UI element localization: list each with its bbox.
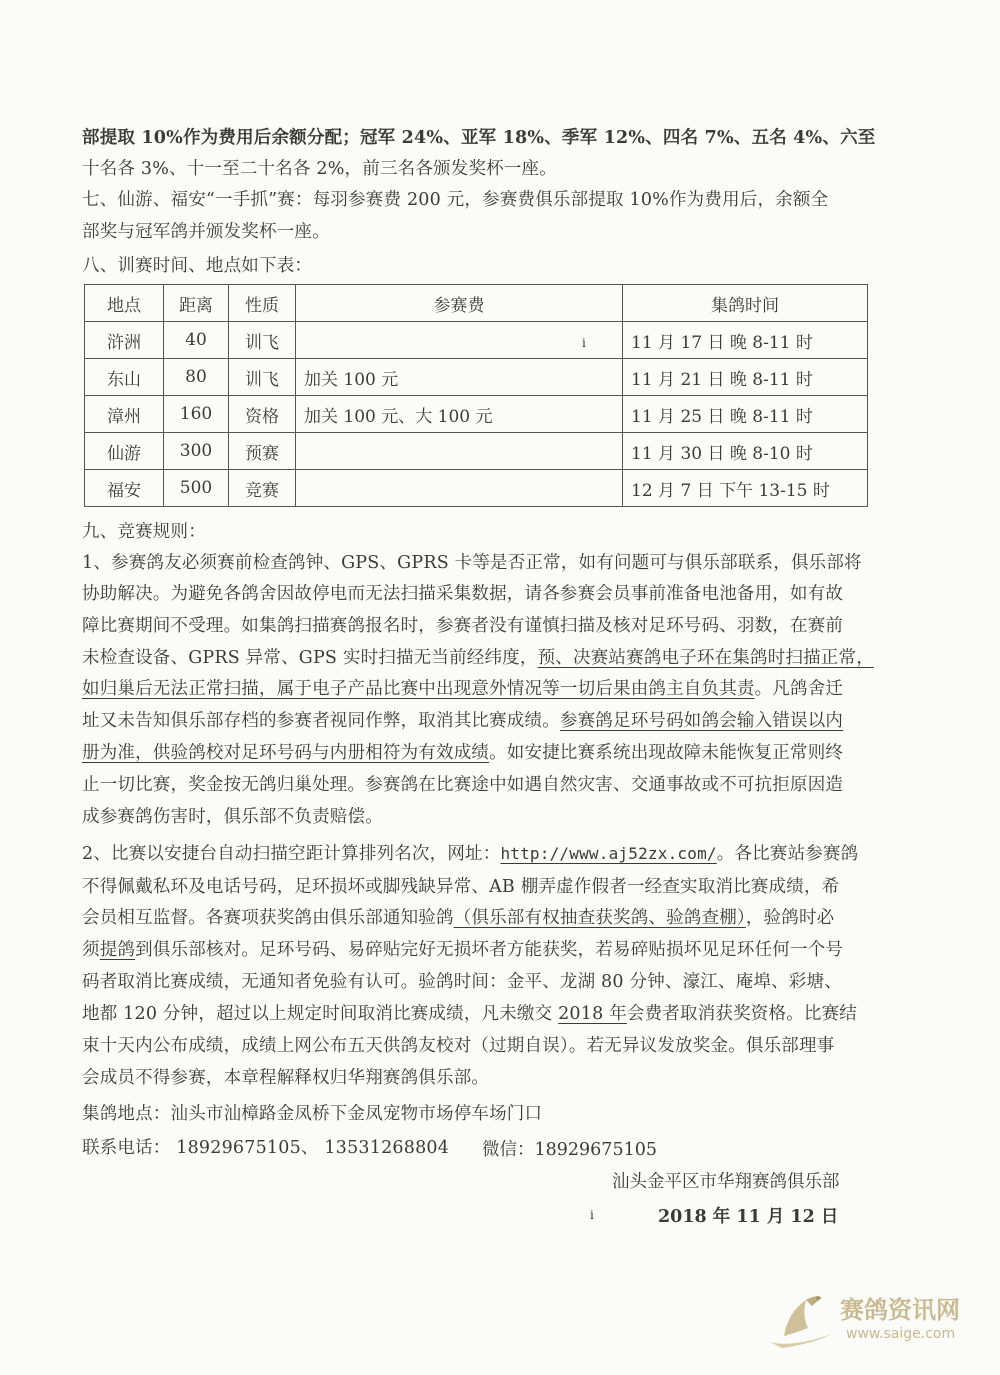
cell-time: 11 月 17 日 晚 8-11 时	[623, 322, 868, 359]
header-collection-time: 集鸽时间	[623, 285, 868, 322]
rule-1-line-1: 1、参赛鸽友必须赛前检查鸽钟、GPS、GPRS 卡等是否正常，如有问题可与俱乐部联系，俱乐部将	[82, 553, 862, 573]
rule-2-line-3-text: 会员相互监督。各赛项获奖鸽由俱乐部通知验鸽	[82, 908, 454, 928]
cell-location: 浒洲	[85, 322, 164, 359]
rule-2-line-4	[82, 938, 843, 962]
rule-1-line-7-underlined: 册为准，供验鸽校对足环号码与内册相符为有效成绩	[82, 743, 490, 763]
cell-distance: 160	[164, 396, 229, 433]
rule-2-line-8: 会成员不得参赛，本章程解释权归华翔赛鸽俱乐部。	[82, 1068, 490, 1088]
rule-1-line-7-text: 。如安捷比赛系统出现故障未能恢复正常则终	[489, 743, 844, 763]
contact-phones: 联系电话： 18929675105、 13531268804	[82, 1138, 450, 1158]
scan-speck: ⅰ	[582, 336, 586, 350]
table-row	[85, 322, 868, 359]
header-fee: 参赛费	[296, 285, 623, 322]
rule-2-line-1-tail: 。各比赛站参赛鸽	[716, 844, 859, 864]
collection-address: 集鸽地点：汕头市汕樟路金凤桥下金凤宠物市场停车场门口	[82, 1104, 543, 1124]
header-type: 性质	[229, 285, 296, 322]
rule-1-line-3: 障比赛期间不受理。如集鸽扫描赛鸽报名时，参赛者没有谨慎扫描及核对足环号码、羽数，在赛前	[82, 616, 844, 636]
scan-speck: ⅰ	[590, 1208, 594, 1222]
rule-2-line-5: 码者取消比赛成绩，无通知者免验有认可。验鸽时间：金平、龙湖 80 分钟、濠江、庵埠、彩塘、	[82, 972, 842, 992]
cell-fee	[296, 433, 623, 470]
rule-1-line-4-underlined: 预、决赛站赛鸽电子环在集鸽时扫描正常，	[537, 648, 874, 668]
prize-distribution-line-1: 部提取 10%作为费用后余额分配；冠军 24%、亚军 18%、季军 12%、四名 7%、五名 4%、六至	[82, 128, 876, 148]
rule-2-line-6-text: 地都 120 分钟，超过以上规定时间取消比赛成绩，凡未缴交	[82, 1004, 559, 1024]
rule-1-line-6	[82, 709, 843, 733]
rule-1-line-8: 止一切比赛，奖金按无鸽归巢处理。参赛鸽在比赛途中如遇自然灾害、交通事故或不可抗拒原因造	[82, 775, 844, 795]
website-link[interactable]: http://www.aj52zx.com/	[500, 844, 717, 863]
schedule-table	[84, 284, 868, 507]
cell-location: 漳州	[85, 396, 164, 433]
rule-1-line-5-underlined: 如归巢后无法正常扫描，属于电子产品比赛中出现意外情况等一切后果由鸽主自负其责	[82, 679, 755, 699]
cell-type: 训飞	[229, 359, 296, 396]
rule-2-line-6	[82, 1002, 857, 1026]
rule-1-line-2: 协助解决。为避免各鸽舍因故停电而无法扫描采集数据，请各参赛会员事前准备电池备用，如有故	[82, 584, 844, 604]
cell-type: 训飞	[229, 322, 296, 359]
cell-location: 仙游	[85, 433, 164, 470]
rule-2-line-6-tail: 会费者取消获奖资格。比赛结	[626, 1004, 858, 1024]
rule-1-line-5-text: 。凡鸽舍迁	[754, 679, 844, 699]
table-row	[85, 433, 868, 470]
section-7-line-1: 七、仙游、福安“一手抓”赛：每羽参赛费 200 元，参赛费俱乐部提取 10%作为费用后，余额全	[82, 190, 829, 210]
rule-1-line-4-text: 未检查设备、GPRS 异常、GPS 实时扫描无当前经纬度，	[82, 648, 538, 668]
contact-wechat: 微信：18929675105	[482, 1140, 657, 1160]
rule-2-line-3	[82, 906, 834, 930]
table-row	[85, 396, 868, 433]
rule-2-line-4-text: 到俱乐部核对。足环号码、易碎贴完好无损坏者方能获奖，若易碎贴损坏见足环任何一个号	[135, 940, 844, 960]
cell-distance: 80	[164, 359, 229, 396]
site-watermark	[762, 1282, 972, 1362]
rule-2-line-4-underlined: 提鸽	[99, 940, 136, 960]
table-header-row	[85, 285, 868, 322]
organization-signature: 汕头金平区市华翔赛鸽俱乐部	[612, 1172, 840, 1192]
rule-2-line-1-text: 2、比赛以安捷台自动扫描空距计算排列名次，网址：	[82, 844, 501, 864]
table-row	[85, 470, 868, 507]
rule-2-line-7: 束十天内公布成绩，成绩上网公布五天供鸽友校对（过期自误）。若无异议发放奖金。俱乐部理事	[82, 1036, 835, 1056]
header-distance: 距离	[164, 285, 229, 322]
table-row	[85, 359, 868, 396]
rule-1-line-9: 成参赛鸽伤害时，俱乐部不负责赔偿。	[82, 807, 383, 827]
prize-distribution-line-2: 十名各 3%、十一至二十名各 2%，前三名各颁发奖杯一座。	[82, 159, 557, 179]
cell-time: 11 月 21 日 晚 8-11 时	[623, 359, 868, 396]
rule-2-line-6-underlined: 2018 年	[558, 1004, 627, 1024]
cell-time: 11 月 25 日 晚 8-11 时	[623, 396, 868, 433]
rule-2-line-4-head: 须	[82, 940, 100, 960]
cell-fee	[296, 322, 623, 359]
rule-2-line-3-tail: ，验鸽时必	[745, 908, 835, 928]
cell-distance: 40	[164, 322, 229, 359]
rule-2-line-2: 不得佩戴私环及电话号码，足环损坏或脚残缺异常、AB 棚弄虚作假者一经查实取消比赛成绩，希	[82, 877, 840, 897]
cell-fee	[296, 470, 623, 507]
section-9-heading: 九、竞赛规则：	[82, 522, 206, 542]
section-8-heading: 八、训赛时间、地点如下表：	[82, 256, 313, 276]
pigeon-logo-icon	[762, 1282, 842, 1362]
rule-1-line-6-underlined: 参赛鸽足环号码如鸽会输入错误以内	[559, 711, 844, 731]
rule-2-line-1	[82, 842, 858, 866]
rule-1-line-6-text: 址又未告知俱乐部存档的参赛者视同作弊，取消其比赛成绩。	[82, 711, 560, 731]
rule-1-line-4	[82, 646, 874, 670]
section-7-line-2: 部奖与冠军鸽并颁发奖杯一座。	[82, 222, 330, 242]
header-location: 地点	[85, 285, 164, 322]
signature-date: 2018 年 11 月 12 日	[658, 1207, 839, 1227]
watermark-text: 赛鸽资讯网	[840, 1296, 960, 1324]
rule-1-line-5	[82, 677, 843, 701]
cell-location: 东山	[85, 359, 164, 396]
cell-type: 资格	[229, 396, 296, 433]
cell-location: 福安	[85, 470, 164, 507]
watermark-url: www.saige.com	[846, 1326, 956, 1342]
cell-type: 竞赛	[229, 470, 296, 507]
rule-1-line-7	[82, 741, 843, 765]
cell-distance: 500	[164, 470, 229, 507]
cell-fee: 加关 100 元、大 100 元	[296, 396, 623, 433]
cell-fee: 加关 100 元	[296, 359, 623, 396]
cell-type: 预赛	[229, 433, 296, 470]
cell-time: 12 月 7 日 下午 13-15 时	[623, 470, 868, 507]
cell-distance: 300	[164, 433, 229, 470]
cell-time: 11 月 30 日 晚 8-10 时	[623, 433, 868, 470]
rule-2-line-3-underlined: （俱乐部有权抽查获奖鸽、验鸽查棚）	[453, 908, 746, 928]
